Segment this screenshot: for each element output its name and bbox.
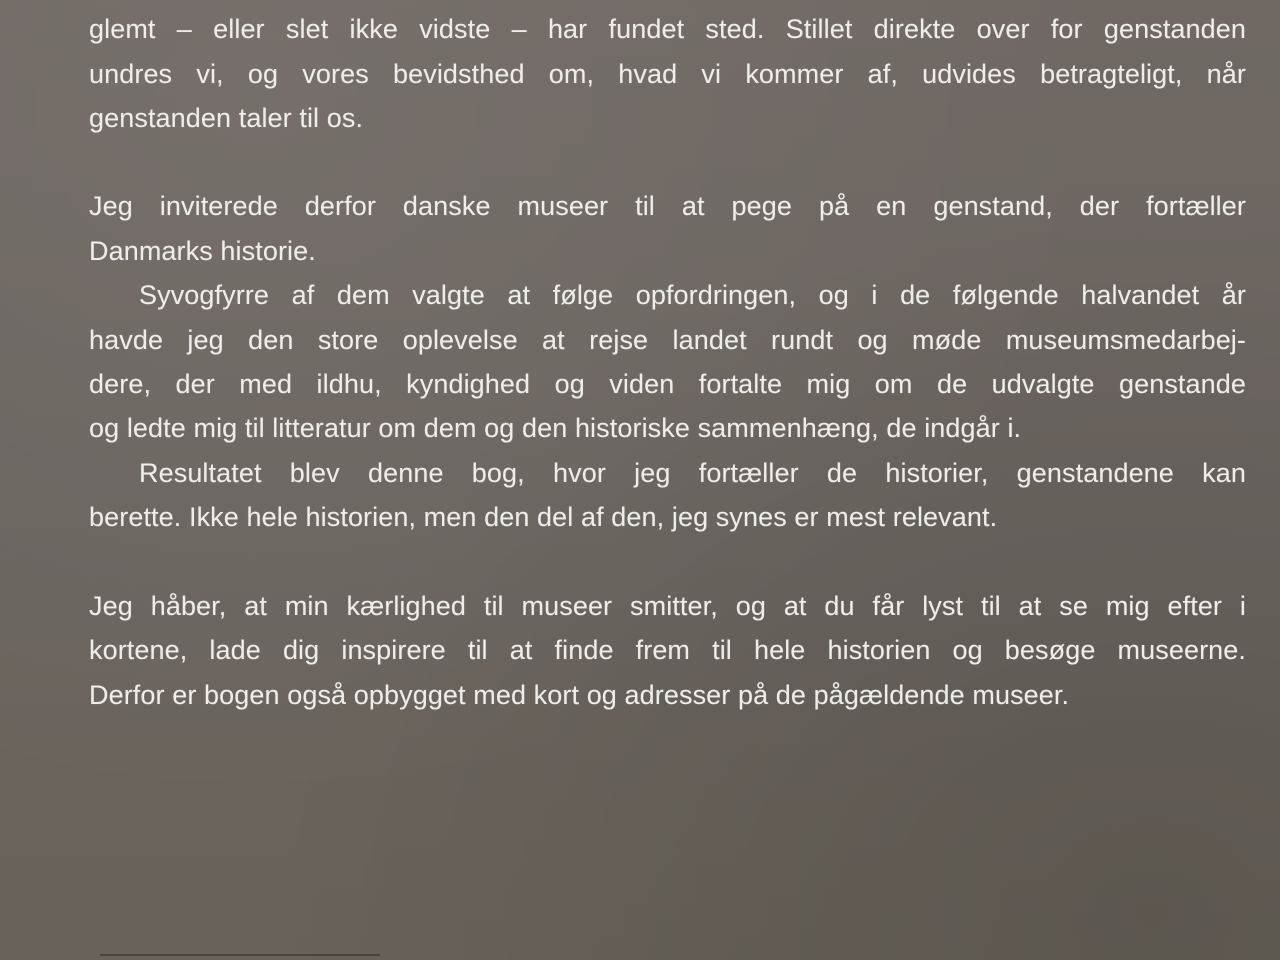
text-line: genstanden taler til os. [89,103,364,133]
text-line: glemt – eller slet ikke vidste – har fundet sted. Stillet direkte over for genstanden [89,14,1246,44]
page-edge-divider [100,954,380,956]
text-line: undres vi, og vores bevidsthed om, hvad vi kommer af, udvides betragteligt, når [89,59,1246,89]
text-line: dere, der med ildhu, kyndighed og viden fortalte mig om de udvalgte genstande [89,369,1246,399]
text-line: berette. Ikke hele historien, men den del af den, jeg synes er mest relevant. [89,502,998,532]
text-line: Syvogfyrre af dem valgte at følge opfordringen, og i de følgende halvandet år [139,280,1246,310]
text-line: og ledte mig til litteratur om dem og den historiske sammenhæng, de indgår i. [89,413,1022,443]
text-line: Danmarks historie. [89,236,316,266]
text-line: Jeg inviterede derfor danske museer til at pege på en genstand, der fortæller [89,191,1246,221]
text-line: Derfor er bogen også opbygget med kort og adresser på de pågældende museer. [89,680,1070,710]
text-line: Jeg håber, at min kærlighed til museer smitter, og at du får lyst til at se mig efter i [89,591,1246,621]
text-line: kortene, lade dig inspirere til at finde frem til hele historien og besøge museerne. [89,635,1246,665]
text-line: Resultatet blev denne bog, hvor jeg fortæller de historier, genstandene kan [139,458,1246,488]
text-line: havde jeg den store oplevelse at rejse landet rundt og møde museumsmedarbej- [89,325,1246,355]
